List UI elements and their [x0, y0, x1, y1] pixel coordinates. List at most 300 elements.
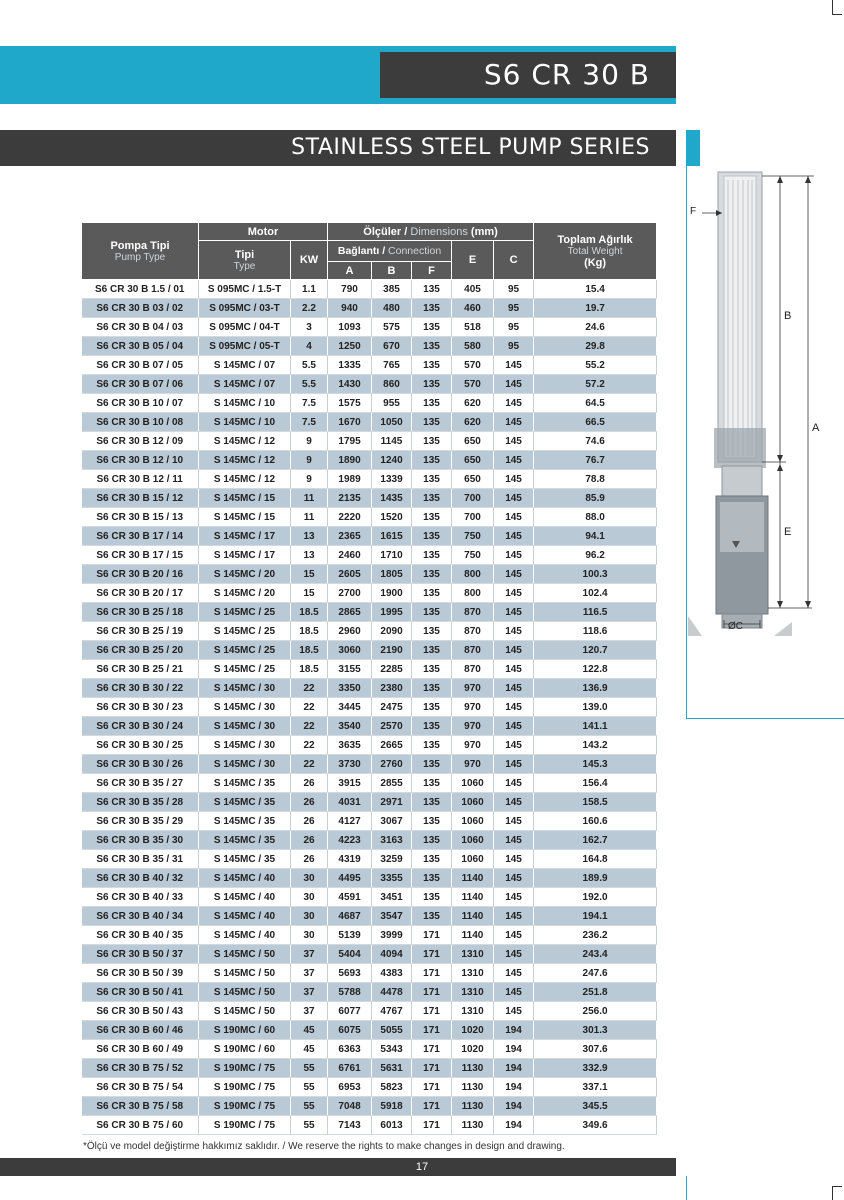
- cell-dim-b: 2475: [372, 698, 412, 717]
- cell-total-weight: 136.9: [534, 679, 657, 698]
- table-row: [82, 356, 657, 375]
- cell-dim-a: 4591: [328, 888, 372, 907]
- cell-pump-type: S6 CR 30 B 15 / 13: [82, 508, 199, 527]
- cell-dim-e: 570: [452, 375, 494, 394]
- cell-dim-f: 171: [412, 945, 452, 964]
- cell-dim-c: 145: [494, 812, 534, 831]
- cell-dim-f: 135: [412, 356, 452, 375]
- table-row: [82, 489, 657, 508]
- cell-pump-type: S6 CR 30 B 40 / 32: [82, 869, 199, 888]
- cell-kw: 26: [291, 850, 328, 869]
- cell-dim-e: 1020: [452, 1040, 494, 1059]
- cell-dim-b: 1240: [372, 451, 412, 470]
- cell-pump-type: S6 CR 30 B 17 / 15: [82, 546, 199, 565]
- table-row: [82, 1059, 657, 1078]
- header-dimensions-unit: (mm): [470, 225, 498, 238]
- cell-pump-type: S6 CR 30 B 25 / 20: [82, 641, 199, 660]
- cell-dim-c: 194: [494, 1040, 534, 1059]
- cell-dim-c: 145: [494, 413, 534, 432]
- cell-kw: 37: [291, 1002, 328, 1021]
- cell-dim-b: 2570: [372, 717, 412, 736]
- table-row: [82, 660, 657, 679]
- table-row: [82, 603, 657, 622]
- cell-pump-type: S6 CR 30 B 30 / 23: [82, 698, 199, 717]
- cell-total-weight: 247.6: [534, 964, 657, 983]
- cell-motor-type: S 145MC / 15: [199, 508, 291, 527]
- cell-total-weight: 236.2: [534, 926, 657, 945]
- table-row: [82, 679, 657, 698]
- cell-dim-f: 171: [412, 926, 452, 945]
- cell-kw: 55: [291, 1078, 328, 1097]
- cell-motor-type: S 145MC / 10: [199, 413, 291, 432]
- cell-dim-e: 700: [452, 489, 494, 508]
- cell-pump-type: S6 CR 30 B 12 / 11: [82, 470, 199, 489]
- cell-total-weight: 160.6: [534, 812, 657, 831]
- pump-diagram: [688, 166, 844, 636]
- table-row: [82, 375, 657, 394]
- footnote: *Ölçü ve model değiştirme hakkımız saklıdır. / We reserve the rights to make changes in design and drawing.: [83, 1141, 565, 1152]
- cell-motor-type: S 095MC / 03-T: [199, 299, 291, 318]
- cell-dim-b: 3259: [372, 850, 412, 869]
- cell-motor-type: S 145MC / 40: [199, 907, 291, 926]
- cell-pump-type: S6 CR 30 B 30 / 24: [82, 717, 199, 736]
- cell-kw: 2.2: [291, 299, 328, 318]
- cell-kw: 30: [291, 888, 328, 907]
- cell-kw: 26: [291, 831, 328, 850]
- cell-dim-f: 135: [412, 869, 452, 888]
- cell-pump-type: S6 CR 30 B 07 / 05: [82, 356, 199, 375]
- cell-dim-b: 2971: [372, 793, 412, 812]
- table-row: [82, 755, 657, 774]
- cell-dim-e: 1130: [452, 1078, 494, 1097]
- table-row: [82, 831, 657, 850]
- cell-motor-type: S 190MC / 75: [199, 1116, 291, 1135]
- cell-dim-a: 5693: [328, 964, 372, 983]
- cell-pump-type: S6 CR 30 B 35 / 27: [82, 774, 199, 793]
- cell-dim-e: 405: [452, 280, 494, 299]
- cell-dim-f: 135: [412, 850, 452, 869]
- cell-dim-b: 1995: [372, 603, 412, 622]
- header-c: C: [494, 241, 534, 280]
- cell-kw: 9: [291, 432, 328, 451]
- cell-total-weight: 256.0: [534, 1002, 657, 1021]
- cell-kw: 37: [291, 964, 328, 983]
- cell-dim-b: 480: [372, 299, 412, 318]
- cell-kw: 45: [291, 1021, 328, 1040]
- cell-pump-type: S6 CR 30 B 25 / 18: [82, 603, 199, 622]
- cell-dim-c: 145: [494, 356, 534, 375]
- cell-dim-b: 2380: [372, 679, 412, 698]
- cell-dim-b: 385: [372, 280, 412, 299]
- cell-motor-type: S 145MC / 20: [199, 565, 291, 584]
- cell-dim-e: 1060: [452, 774, 494, 793]
- cell-dim-b: 6013: [372, 1116, 412, 1135]
- cell-dim-e: 518: [452, 318, 494, 337]
- cell-dim-b: 2285: [372, 660, 412, 679]
- cell-pump-type: S6 CR 30 B 35 / 28: [82, 793, 199, 812]
- cell-kw: 30: [291, 907, 328, 926]
- cell-dim-b: 1615: [372, 527, 412, 546]
- table-row: [82, 413, 657, 432]
- cell-dim-f: 135: [412, 565, 452, 584]
- cell-total-weight: 66.5: [534, 413, 657, 432]
- cell-dim-e: 750: [452, 527, 494, 546]
- cell-dim-f: 171: [412, 1059, 452, 1078]
- cell-pump-type: S6 CR 30 B 12 / 10: [82, 451, 199, 470]
- cell-dim-e: 800: [452, 565, 494, 584]
- cell-dim-c: 145: [494, 679, 534, 698]
- dimension-label-c: ØC: [728, 621, 743, 632]
- cell-dim-a: 2700: [328, 584, 372, 603]
- cell-total-weight: 337.1: [534, 1078, 657, 1097]
- table-row: [82, 945, 657, 964]
- cell-dim-b: 1050: [372, 413, 412, 432]
- cell-dim-b: 2760: [372, 755, 412, 774]
- cell-motor-type: S 145MC / 30: [199, 736, 291, 755]
- table-row: [82, 793, 657, 812]
- table-row: [82, 451, 657, 470]
- cell-kw: 22: [291, 736, 328, 755]
- cell-dim-a: 1335: [328, 356, 372, 375]
- cell-dim-a: 3540: [328, 717, 372, 736]
- spec-table: [81, 222, 657, 1135]
- cell-kw: 7.5: [291, 394, 328, 413]
- cell-motor-type: S 145MC / 35: [199, 831, 291, 850]
- cell-total-weight: 24.6: [534, 318, 657, 337]
- cell-dim-a: 7048: [328, 1097, 372, 1116]
- cell-pump-type: S6 CR 30 B 40 / 34: [82, 907, 199, 926]
- cell-total-weight: 88.0: [534, 508, 657, 527]
- table-row: [82, 717, 657, 736]
- cell-dim-c: 145: [494, 717, 534, 736]
- table-row: [82, 1021, 657, 1040]
- table-row: [82, 432, 657, 451]
- cell-pump-type: S6 CR 30 B 25 / 21: [82, 660, 199, 679]
- cell-dim-b: 1435: [372, 489, 412, 508]
- cell-dim-e: 1140: [452, 926, 494, 945]
- cell-pump-type: S6 CR 30 B 35 / 31: [82, 850, 199, 869]
- header-pump-type-en: Pump Type: [114, 251, 166, 263]
- cell-motor-type: S 145MC / 17: [199, 527, 291, 546]
- cell-dim-b: 5343: [372, 1040, 412, 1059]
- cell-dim-f: 171: [412, 1002, 452, 1021]
- cell-dim-b: 2665: [372, 736, 412, 755]
- cell-kw: 55: [291, 1059, 328, 1078]
- cell-motor-type: S 190MC / 75: [199, 1078, 291, 1097]
- cell-motor-type: S 145MC / 30: [199, 698, 291, 717]
- crop-mark-bottom: [832, 1186, 833, 1200]
- header-motor: Motor: [199, 223, 328, 241]
- cell-pump-type: S6 CR 30 B 35 / 30: [82, 831, 199, 850]
- cell-kw: 7.5: [291, 413, 328, 432]
- table-row: [82, 1078, 657, 1097]
- cell-dim-b: 2190: [372, 641, 412, 660]
- cell-motor-type: S 145MC / 30: [199, 717, 291, 736]
- cell-total-weight: 141.1: [534, 717, 657, 736]
- cell-dim-a: 6761: [328, 1059, 372, 1078]
- cell-dim-b: 5823: [372, 1078, 412, 1097]
- table-row: [82, 584, 657, 603]
- cell-motor-type: S 190MC / 75: [199, 1097, 291, 1116]
- cell-motor-type: S 145MC / 50: [199, 964, 291, 983]
- cell-dim-f: 135: [412, 280, 452, 299]
- cell-dim-a: 4687: [328, 907, 372, 926]
- cell-total-weight: 162.7: [534, 831, 657, 850]
- cell-dim-a: 1250: [328, 337, 372, 356]
- cell-total-weight: 194.1: [534, 907, 657, 926]
- cell-pump-type: S6 CR 30 B 03 / 02: [82, 299, 199, 318]
- cell-motor-type: S 190MC / 60: [199, 1040, 291, 1059]
- table-row: [82, 907, 657, 926]
- cell-pump-type: S6 CR 30 B 40 / 35: [82, 926, 199, 945]
- cell-kw: 15: [291, 584, 328, 603]
- cell-dim-b: 2855: [372, 774, 412, 793]
- series-accent-block: [686, 130, 700, 166]
- cell-kw: 11: [291, 508, 328, 527]
- header-dimensions-tr: Ölçüler /: [363, 225, 408, 238]
- cell-dim-e: 570: [452, 356, 494, 375]
- cell-dim-b: 1145: [372, 432, 412, 451]
- cell-dim-e: 1060: [452, 831, 494, 850]
- cell-dim-c: 145: [494, 375, 534, 394]
- cell-motor-type: S 190MC / 75: [199, 1059, 291, 1078]
- cell-dim-a: 2865: [328, 603, 372, 622]
- cell-kw: 22: [291, 679, 328, 698]
- cell-motor-type: S 190MC / 60: [199, 1021, 291, 1040]
- cell-dim-f: 135: [412, 546, 452, 565]
- cell-dim-c: 194: [494, 1097, 534, 1116]
- cell-dim-a: 2220: [328, 508, 372, 527]
- cell-total-weight: 120.7: [534, 641, 657, 660]
- cell-dim-a: 1575: [328, 394, 372, 413]
- cell-dim-b: 1710: [372, 546, 412, 565]
- cell-dim-e: 970: [452, 736, 494, 755]
- table-row: [82, 869, 657, 888]
- cell-dim-e: 750: [452, 546, 494, 565]
- cell-pump-type: S6 CR 30 B 35 / 29: [82, 812, 199, 831]
- cell-dim-f: 135: [412, 299, 452, 318]
- cell-dim-a: 6075: [328, 1021, 372, 1040]
- cell-motor-type: S 145MC / 40: [199, 888, 291, 907]
- cell-dim-c: 95: [494, 299, 534, 318]
- cell-kw: 9: [291, 451, 328, 470]
- dimension-label-e: E: [784, 526, 792, 538]
- cell-motor-type: S 145MC / 40: [199, 869, 291, 888]
- dimension-label-a: A: [812, 422, 820, 434]
- cell-kw: 26: [291, 774, 328, 793]
- cell-pump-type: S6 CR 30 B 75 / 60: [82, 1116, 199, 1135]
- cell-kw: 26: [291, 812, 328, 831]
- cell-motor-type: S 145MC / 07: [199, 356, 291, 375]
- cell-dim-f: 135: [412, 622, 452, 641]
- table-row: [82, 280, 657, 299]
- cell-dim-e: 870: [452, 641, 494, 660]
- cell-dim-f: 171: [412, 964, 452, 983]
- cell-dim-b: 5918: [372, 1097, 412, 1116]
- crop-mark-top: [832, 0, 833, 14]
- cell-dim-c: 145: [494, 774, 534, 793]
- cell-dim-b: 3999: [372, 926, 412, 945]
- cell-dim-b: 860: [372, 375, 412, 394]
- pump-drawing: [688, 166, 844, 636]
- page-number: 17: [415, 1161, 429, 1173]
- cell-dim-c: 145: [494, 869, 534, 888]
- cell-dim-a: 6077: [328, 1002, 372, 1021]
- cell-kw: 22: [291, 717, 328, 736]
- cell-dim-f: 135: [412, 318, 452, 337]
- cell-dim-c: 145: [494, 1002, 534, 1021]
- cell-dim-e: 650: [452, 451, 494, 470]
- cell-total-weight: 192.0: [534, 888, 657, 907]
- cell-total-weight: 301.3: [534, 1021, 657, 1040]
- cell-dim-a: 4127: [328, 812, 372, 831]
- cell-motor-type: S 095MC / 05-T: [199, 337, 291, 356]
- cell-pump-type: S6 CR 30 B 60 / 46: [82, 1021, 199, 1040]
- table-row: [82, 698, 657, 717]
- cell-dim-b: 1339: [372, 470, 412, 489]
- cell-dim-b: 1805: [372, 565, 412, 584]
- table-row: [82, 622, 657, 641]
- header-motor-type: [199, 241, 291, 280]
- cell-dim-f: 135: [412, 413, 452, 432]
- cell-dim-a: 4031: [328, 793, 372, 812]
- cell-dim-e: 620: [452, 413, 494, 432]
- cell-dim-e: 970: [452, 717, 494, 736]
- table-row: [82, 888, 657, 907]
- cell-total-weight: 332.9: [534, 1059, 657, 1078]
- cell-dim-e: 970: [452, 679, 494, 698]
- cell-dim-c: 145: [494, 698, 534, 717]
- crop-mark-bottom-h: [832, 1186, 842, 1187]
- cell-total-weight: 29.8: [534, 337, 657, 356]
- cell-dim-a: 2135: [328, 489, 372, 508]
- header-connection-tr: Bağlantı /: [337, 245, 386, 257]
- cell-motor-type: S 145MC / 40: [199, 926, 291, 945]
- cell-motor-type: S 095MC / 1.5-T: [199, 280, 291, 299]
- cell-motor-type: S 145MC / 25: [199, 622, 291, 641]
- cell-kw: 22: [291, 698, 328, 717]
- header-connection-en: Connection: [388, 245, 442, 257]
- cell-dim-b: 1900: [372, 584, 412, 603]
- cell-dim-e: 1140: [452, 888, 494, 907]
- cell-motor-type: S 145MC / 15: [199, 489, 291, 508]
- cell-dim-e: 1130: [452, 1097, 494, 1116]
- cell-dim-e: 870: [452, 622, 494, 641]
- cell-total-weight: 307.6: [534, 1040, 657, 1059]
- cell-dim-f: 135: [412, 603, 452, 622]
- cell-dim-c: 145: [494, 831, 534, 850]
- cell-dim-e: 1310: [452, 964, 494, 983]
- cell-dim-f: 135: [412, 660, 452, 679]
- cell-dim-f: 135: [412, 717, 452, 736]
- cell-pump-type: S6 CR 30 B 10 / 07: [82, 394, 199, 413]
- cell-dim-f: 171: [412, 983, 452, 1002]
- cell-dim-b: 3067: [372, 812, 412, 831]
- cell-pump-type: S6 CR 30 B 75 / 58: [82, 1097, 199, 1116]
- cell-dim-f: 135: [412, 489, 452, 508]
- cell-dim-f: 135: [412, 584, 452, 603]
- cell-pump-type: S6 CR 30 B 1.5 / 01: [82, 280, 199, 299]
- cell-pump-type: S6 CR 30 B 40 / 33: [82, 888, 199, 907]
- cell-dim-c: 145: [494, 603, 534, 622]
- table-row: [82, 983, 657, 1002]
- header-f: F: [412, 262, 452, 280]
- header-dimensions: [328, 223, 534, 241]
- cell-kw: 13: [291, 546, 328, 565]
- cell-dim-f: 171: [412, 1078, 452, 1097]
- series-title: STAINLESS STEEL PUMP SERIES: [0, 130, 676, 166]
- cell-dim-c: 145: [494, 926, 534, 945]
- cell-dim-f: 135: [412, 698, 452, 717]
- cell-dim-a: 4495: [328, 869, 372, 888]
- cell-dim-e: 460: [452, 299, 494, 318]
- cell-dim-a: 1890: [328, 451, 372, 470]
- dimension-label-b: B: [784, 310, 792, 322]
- cell-dim-e: 1310: [452, 945, 494, 964]
- table-row: [82, 641, 657, 660]
- cell-total-weight: 85.9: [534, 489, 657, 508]
- cell-dim-f: 135: [412, 508, 452, 527]
- table-row: [82, 299, 657, 318]
- cell-dim-c: 194: [494, 1078, 534, 1097]
- cell-dim-a: 6953: [328, 1078, 372, 1097]
- cell-dim-a: 1670: [328, 413, 372, 432]
- cell-dim-e: 1060: [452, 793, 494, 812]
- cell-dim-f: 171: [412, 1040, 452, 1059]
- header-weight-tr: Toplam Ağırlık: [557, 233, 633, 246]
- cell-dim-a: 1430: [328, 375, 372, 394]
- table-row: [82, 565, 657, 584]
- table-row: [82, 318, 657, 337]
- cell-dim-e: 700: [452, 508, 494, 527]
- cell-dim-c: 145: [494, 584, 534, 603]
- cell-dim-c: 145: [494, 641, 534, 660]
- cell-dim-a: 940: [328, 299, 372, 318]
- cell-dim-a: 6363: [328, 1040, 372, 1059]
- cell-motor-type: S 145MC / 25: [199, 603, 291, 622]
- dimension-label-f: F: [690, 206, 697, 217]
- cell-motor-type: S 145MC / 25: [199, 660, 291, 679]
- cell-dim-e: 1130: [452, 1116, 494, 1135]
- cell-dim-f: 171: [412, 1021, 452, 1040]
- table-row: [82, 337, 657, 356]
- cell-dim-a: 5788: [328, 983, 372, 1002]
- cell-dim-c: 95: [494, 337, 534, 356]
- cell-dim-a: 5404: [328, 945, 372, 964]
- cell-dim-b: 955: [372, 394, 412, 413]
- cell-dim-a: 5139: [328, 926, 372, 945]
- cell-dim-e: 1310: [452, 983, 494, 1002]
- header-weight-unit: (Kg): [584, 256, 607, 269]
- table-row: [82, 527, 657, 546]
- cell-dim-b: 4094: [372, 945, 412, 964]
- cell-total-weight: 122.8: [534, 660, 657, 679]
- cell-dim-f: 135: [412, 451, 452, 470]
- cell-dim-c: 95: [494, 318, 534, 337]
- cell-dim-c: 194: [494, 1021, 534, 1040]
- cell-dim-c: 145: [494, 451, 534, 470]
- table-row: [82, 508, 657, 527]
- cell-kw: 18.5: [291, 641, 328, 660]
- cell-total-weight: 116.5: [534, 603, 657, 622]
- cell-dim-c: 145: [494, 850, 534, 869]
- cell-total-weight: 345.5: [534, 1097, 657, 1116]
- cell-dim-b: 4383: [372, 964, 412, 983]
- cell-dim-c: 145: [494, 565, 534, 584]
- cell-dim-c: 145: [494, 983, 534, 1002]
- header-e: E: [452, 241, 494, 280]
- cell-total-weight: 156.4: [534, 774, 657, 793]
